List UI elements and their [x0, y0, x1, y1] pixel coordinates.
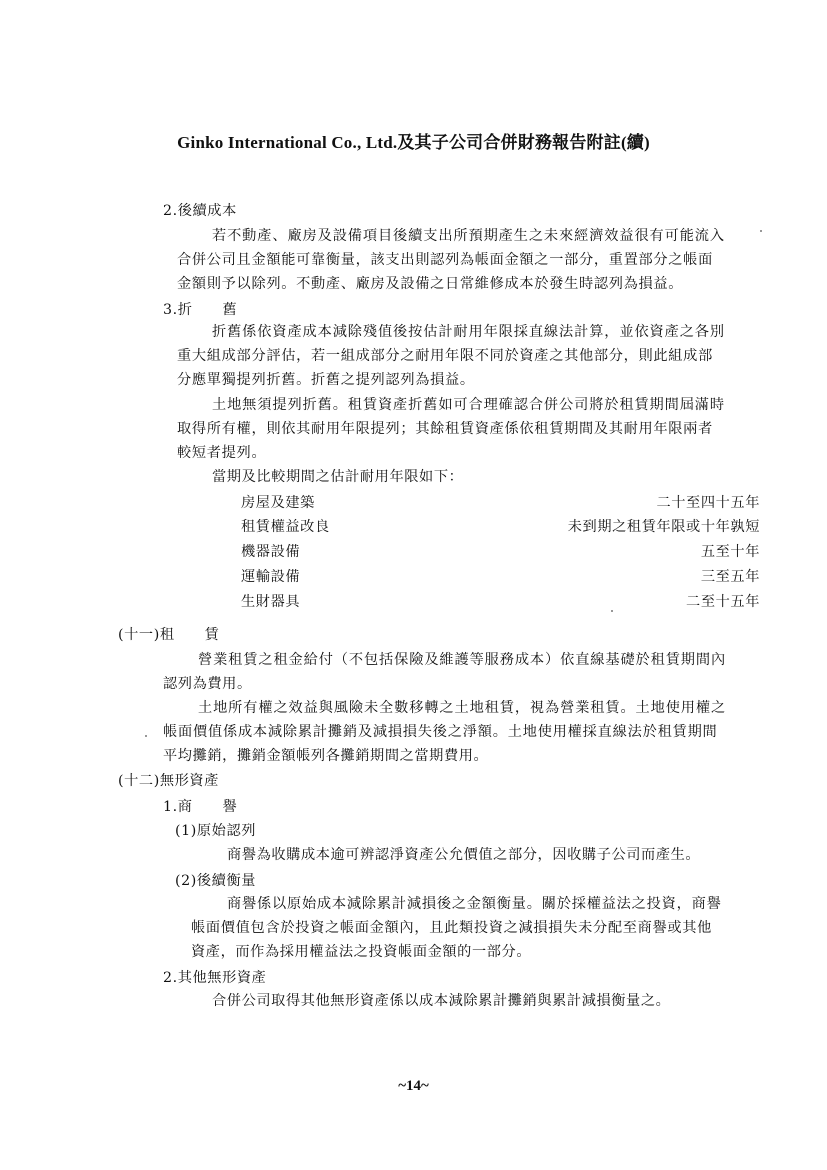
other-intangibles-text: 合併公司取得其他無形資產係以成本減除累計攤銷與累計減損衡量之。	[212, 993, 671, 1009]
depreciation-para2-line-2: 取得所有權，則依其耐用年限提列；其餘租賃資產係依租賃期間及其耐用年限兩者	[177, 421, 713, 437]
depreciation-para1-line-3: 分應單獨提列折舊。折舊之提列認列為損益。	[177, 372, 475, 388]
intangibles-heading: (十二)無形資產	[118, 773, 219, 789]
depreciation-para2-line-1: 土地無須提列折舊。租賃資產折舊如可合理確認合併公司將於租賃期間屆滿時	[212, 397, 725, 413]
subsequent-cost-heading: 2.後續成本	[163, 203, 237, 219]
asset-label: 租賃權益改良	[241, 519, 330, 535]
subsequent-cost-line-2: 合併公司且金額能可靠衡量，該支出則認列為帳面金額之一部分，重置部分之帳面	[177, 252, 713, 268]
leases-para1-line-1: 營業租賃之租金給付（不包括保險及維護等服務成本）依直線基礎於租賃期間內	[198, 652, 727, 668]
asset-label: 生財器具	[241, 594, 301, 610]
page-number: ~14~	[398, 1078, 429, 1094]
leases-para1-line-2: 認列為費用。	[163, 676, 252, 692]
leases-para2-line-1: 土地所有權之效益與風險未全數移轉之土地租賃，視為營業租賃。土地使用權之	[198, 700, 727, 716]
goodwill-subsequent-line-3: 資產，而作為採用權益法之投資帳面金額的一部分。	[191, 944, 532, 960]
goodwill-heading-char: 譽	[222, 799, 238, 815]
other-intangibles-heading: 2.其他無形資產	[163, 970, 267, 986]
scan-speck	[760, 230, 762, 232]
depreciation-para1-line-2: 重大組成部分評估，若一組成部分之耐用年限不同於資產之其他部分，則此組成部	[177, 348, 713, 364]
asset-label: 房屋及建築	[241, 495, 315, 511]
goodwill-heading	[163, 797, 237, 817]
leases-para2-line-2: 帳面價值係成本減除累計攤銷及減損損失後之淨額。土地使用權採直線法於租賃期間	[163, 724, 718, 740]
goodwill-initial-text: 商譽為收購成本逾可辨認淨資產公允價值之部分，因收購子公司而產生。	[227, 847, 701, 863]
depreciation-para2-line-3: 較短者提列。	[177, 445, 267, 461]
scan-speck	[611, 610, 613, 612]
page-title: Ginko International Co., Ltd.及其子公司合併財務報告附註(續)	[177, 133, 650, 152]
depreciation-heading	[163, 300, 237, 320]
useful-life-value: 五至十年	[700, 544, 760, 560]
asset-label: 運輸設備	[241, 569, 301, 585]
leases-heading	[118, 625, 219, 645]
leases-para2-line-3: 平均攤銷，攤銷金額帳列各攤銷期間之當期費用。	[163, 748, 489, 764]
subsequent-cost-line-3: 金額則予以除列。不動產、廠房及設備之日常維修成本於發生時認列為損益。	[177, 276, 684, 292]
leases-heading-char: 賃	[204, 627, 220, 643]
depreciation-heading-num: 3.折	[163, 302, 193, 318]
subsequent-cost-line-1: 若不動產、廠房及設備項目後續支出所預期產生之未來經濟效益很有可能流入	[212, 228, 725, 244]
depreciation-para1-line-1: 折舊係依資產成本減除殘值後按估計耐用年限採直線法計算，並依資產之各別	[212, 324, 725, 340]
useful-life-value: 二至十五年	[686, 594, 760, 610]
asset-label: 機器設備	[241, 544, 301, 560]
goodwill-subsequent-line-2: 帳面價值包含於投資之帳面金額內，且此類投資之減損損失未分配至商譽或其他	[191, 920, 713, 936]
goodwill-subsequent-heading: (2)後續衡量	[175, 873, 257, 889]
useful-life-value: 二十至四十五年	[656, 495, 760, 511]
useful-lives-intro: 當期及比較期間之估計耐用年限如下：	[212, 469, 464, 485]
depreciation-heading-char: 舊	[222, 302, 238, 318]
useful-life-value: 未到期之租賃年限或十年孰短	[567, 519, 760, 535]
goodwill-initial-heading: (1)原始認列	[175, 823, 257, 839]
useful-life-value: 三至五年	[700, 569, 760, 585]
scan-speck	[145, 735, 147, 737]
goodwill-subsequent-line-1: 商譽係以原始成本減除累計減損後之金額衡量。關於採權益法之投資，商譽	[227, 896, 722, 912]
leases-heading-num: (十一)租	[118, 627, 175, 643]
goodwill-heading-num: 1.商	[163, 799, 193, 815]
